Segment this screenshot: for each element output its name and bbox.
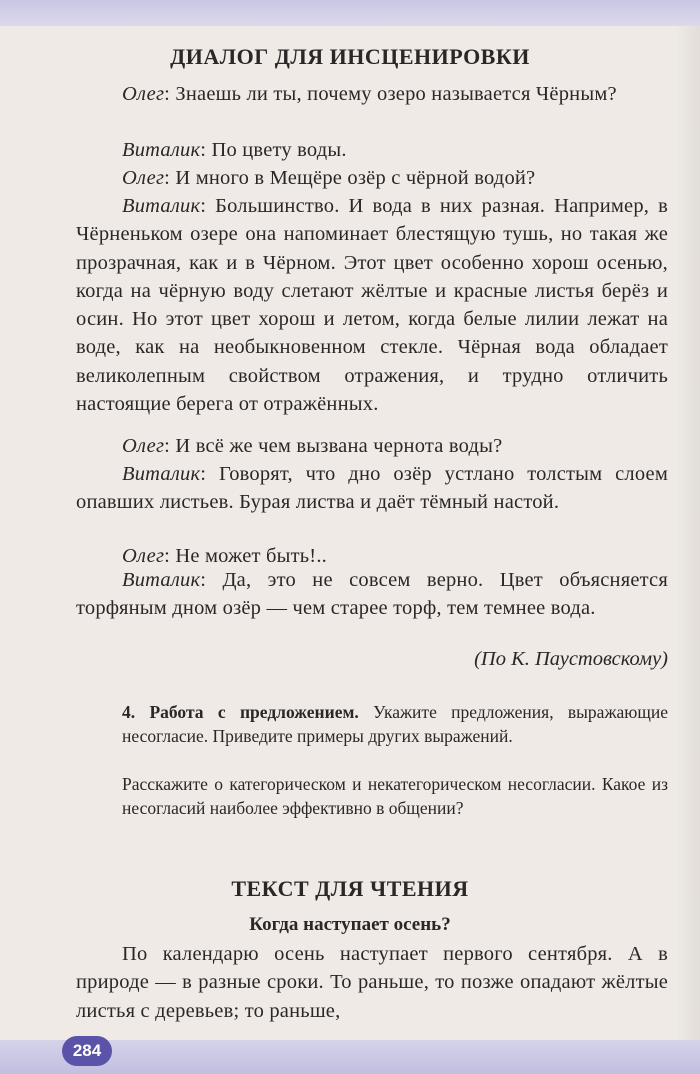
dialogue-heading: ДИАЛОГ ДЛЯ ИНСЦЕНИРОВКИ [170,44,530,69]
line-text: : Большинство. И вода в них разная. Например, в Чёрненьком озере она напоминает блестящую тушь, но такая же прозрачная, как и в Чёрном. Этот цвет особенно хорош осенью, когда на чёрную воду слетают жёлтые и красные листья берёз и осин. Но этот цвет хорош и летом, когда белые лилии лежат на воде, как на необыкновенном стекле. Чёрная вода обладает великолепным свойством отражения, и трудно отличить настоящие берега от отражённых. [76,195,668,416]
speaker-name: Виталик [122,569,201,591]
reading-text: По календарю осень наступает первого сентября. А в природе — в разные сроки. То раньше, то позже опадают жёлтые листья с деревьев; то раньше, [76,943,668,1022]
reading-title: Когда наступает осень? [249,914,451,935]
line-text: : И много в Мещёре озёр с чёрной водой? [164,167,536,189]
speaker-name: Виталик [122,139,201,161]
dialogue-line [76,566,668,623]
speaker-name: Олег [122,83,165,105]
dialogue-line [76,136,668,164]
dialogue-line [76,460,668,517]
task-instruction [122,700,668,748]
task-question: Расскажите о категорическом и некатегорическом несогласии. Какое из несогласий наиболее эффективно в общении? [122,774,668,818]
speaker-name: Виталик [122,463,201,485]
task-text: Укажите предложения, выражающие несогласие. Приведите примеры других выражений. [122,702,668,746]
line-text: : Говорят, что дно озёр устлано толстым слоем опавших листьев. Бурая листва и даёт тёмный настой. [76,463,668,514]
task-number: 4. [122,702,136,722]
speaker-name: Олег [122,167,165,189]
speaker-name: Олег [122,545,165,567]
task-title: Работа с предложением. [149,702,359,722]
dialogue-line [76,164,668,192]
page-number-badge: 284 [62,1036,112,1066]
dialogue-line [76,432,668,460]
line-text: : И всё же чем вызвана чернота воды? [164,435,503,457]
top-color-band [0,0,700,26]
line-text: : По цвету воды. [200,139,347,161]
dialogue-line [76,192,668,418]
line-text: : Да, это не совсем верно. Цвет объясняется торфяным дном озёр — чем старее торф, тем темнее вода. [76,569,668,620]
speaker-name: Виталик [122,195,201,217]
reading-heading: ТЕКСТ ДЛЯ ЧТЕНИЯ [231,876,469,901]
source-attribution: (По К. Паустовскому) [474,648,668,670]
dialogue-line [76,80,668,108]
line-text: : Не может быть!.. [164,545,327,567]
speaker-name: Олег [122,435,165,457]
line-text: : Знаешь ли ты, почему озеро называется Чёрным? [164,83,617,105]
